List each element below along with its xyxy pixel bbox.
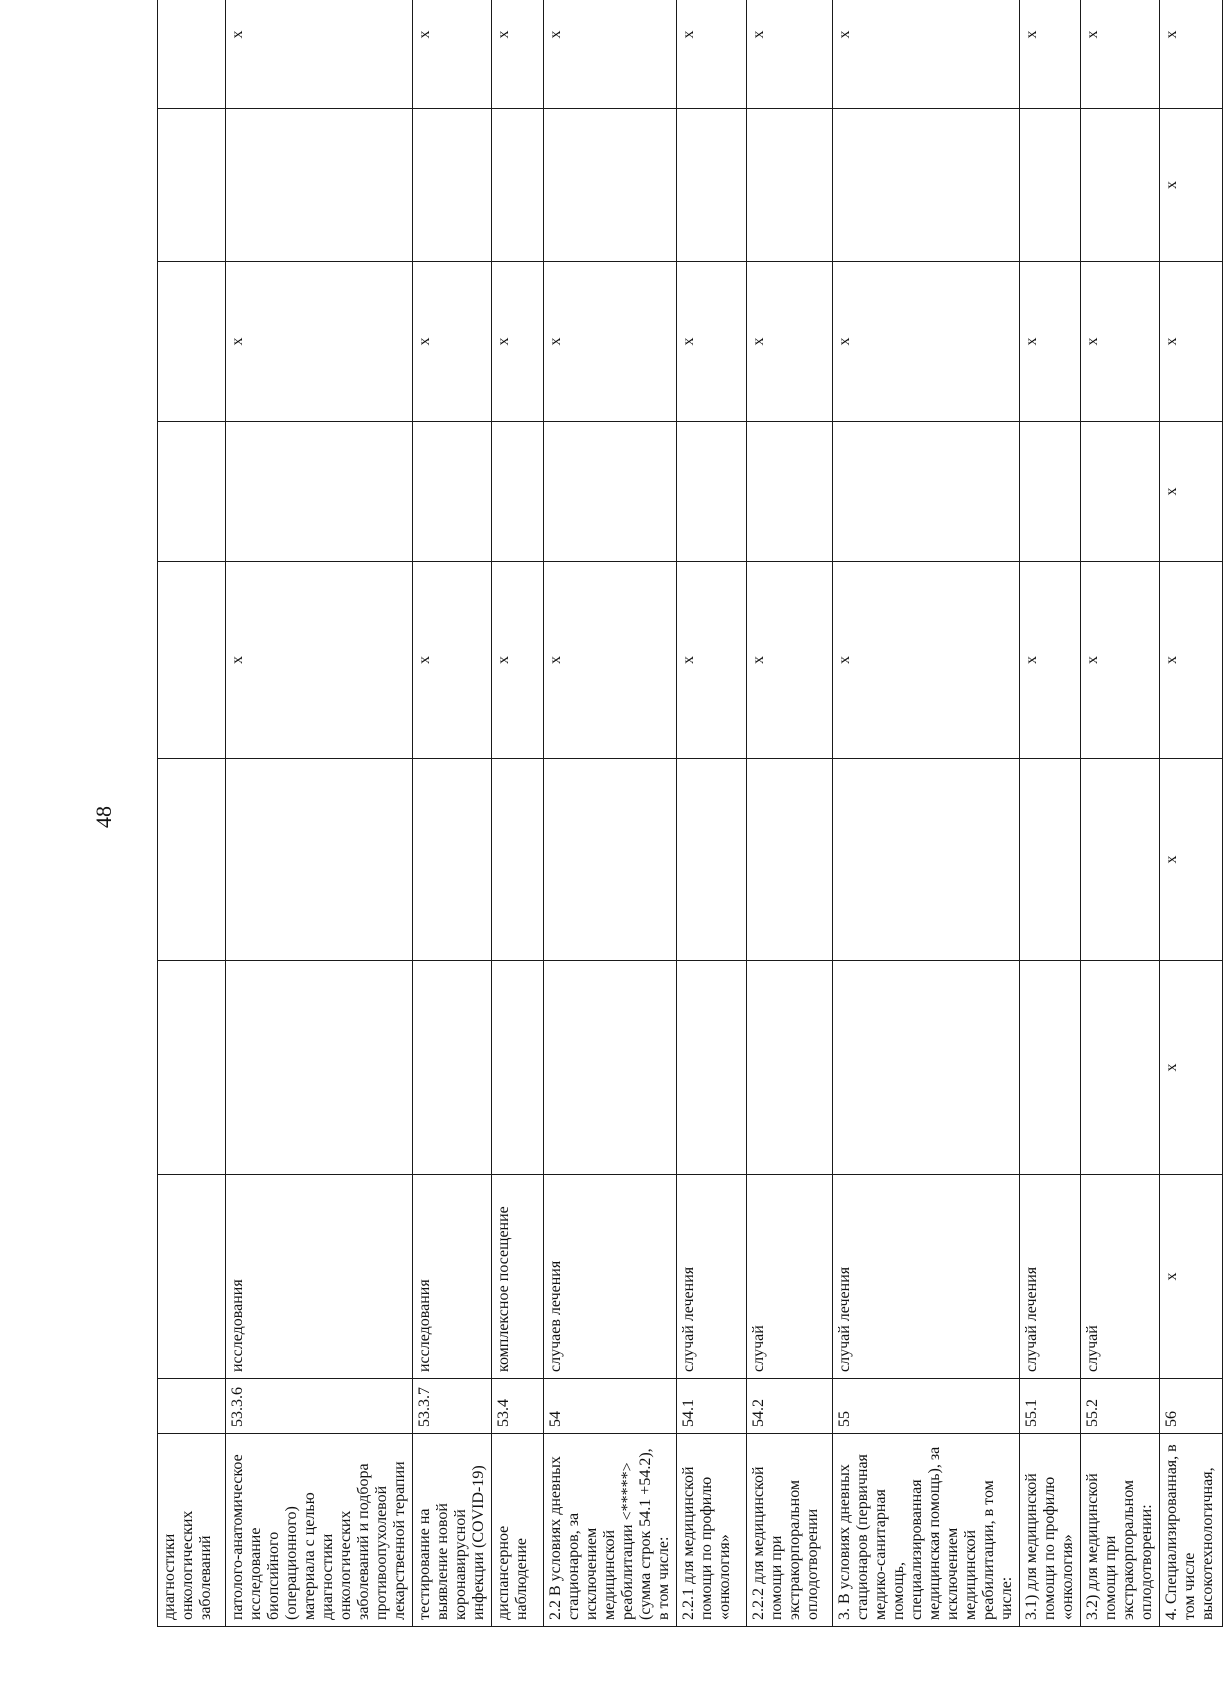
table-row (747, 0, 833, 1627)
row-code: 56 (1160, 1379, 1223, 1434)
cell: х (1081, 262, 1160, 422)
cell (747, 759, 833, 961)
table-row (1081, 0, 1160, 1627)
cell (1020, 109, 1081, 262)
cell: х (1160, 109, 1223, 262)
row-unit: случай (747, 1175, 833, 1379)
row-unit: исследования (413, 1175, 492, 1379)
cell: х (1160, 562, 1223, 759)
cell (158, 562, 226, 759)
table-row (1160, 0, 1223, 1627)
cell: х (226, 262, 413, 422)
cell (544, 422, 677, 562)
cell (158, 262, 226, 422)
cell (677, 422, 747, 562)
cell (1081, 422, 1160, 562)
row-code: 55.1 (1020, 1379, 1081, 1434)
row-name: 3.1) для медицинской помощи по профилю «онкология» (1020, 1434, 1081, 1627)
cell (226, 961, 413, 1175)
cell (492, 422, 544, 562)
table-row (158, 0, 226, 1627)
row-name: 2.2.2 для медицинской помощи при экстракорпоральном оплодотворении (747, 1434, 833, 1627)
cell: х (747, 262, 833, 422)
cell (544, 109, 677, 262)
cell (833, 759, 1020, 961)
row-unit: комплексное посещение (492, 1175, 544, 1379)
cell (226, 759, 413, 961)
tariff-table (157, 0, 1223, 1627)
cell: х (1160, 759, 1223, 961)
page-number: 48 (91, 806, 116, 828)
cell (544, 759, 677, 961)
cell (544, 961, 677, 1175)
cell (1020, 759, 1081, 961)
cell (677, 109, 747, 262)
cell (226, 109, 413, 262)
cell: х (492, 562, 544, 759)
cell: х (226, 0, 413, 109)
row-unit: исследования (226, 1175, 413, 1379)
cell: х (1160, 422, 1223, 562)
cell (747, 109, 833, 262)
row-code: 55 (833, 1379, 1020, 1434)
cell (413, 109, 492, 262)
cell (413, 422, 492, 562)
cell: х (1020, 0, 1081, 109)
cell (158, 422, 226, 562)
cell (747, 422, 833, 562)
cell: х (544, 0, 677, 109)
table-row (833, 0, 1020, 1627)
cell (1081, 961, 1160, 1175)
cell: х (413, 0, 492, 109)
cell: х (677, 262, 747, 422)
row-name: диагностики онкологических заболеваний (158, 1434, 226, 1627)
cell: х (226, 562, 413, 759)
cell (226, 422, 413, 562)
cell: х (747, 562, 833, 759)
cell: х (413, 562, 492, 759)
table-row (226, 0, 413, 1627)
cell (833, 109, 1020, 262)
cell: х (1081, 562, 1160, 759)
cell: х (492, 0, 544, 109)
cell (833, 961, 1020, 1175)
cell: х (544, 262, 677, 422)
cell: х (413, 262, 492, 422)
cell: х (1160, 262, 1223, 422)
row-code: 55.2 (1081, 1379, 1160, 1434)
row-name: 2.2.1 для медицинской помощи по профилю «онкология» (677, 1434, 747, 1627)
cell: х (677, 0, 747, 109)
cell: х (1020, 562, 1081, 759)
cell (677, 759, 747, 961)
cell: х (833, 0, 1020, 109)
row-unit (158, 1175, 226, 1379)
cell: х (1160, 0, 1223, 109)
cell (158, 0, 226, 109)
cell: х (833, 562, 1020, 759)
row-unit: случаев лечения (544, 1175, 677, 1379)
row-code: 54 (544, 1379, 677, 1434)
cell (413, 759, 492, 961)
row-code: 54.2 (747, 1379, 833, 1434)
cell: х (492, 262, 544, 422)
cell (1081, 109, 1160, 262)
row-code: 54.1 (677, 1379, 747, 1434)
row-name: тестирование на выявление новой коронавирусной инфекции (COVID-19) (413, 1434, 492, 1627)
row-unit: х (1160, 1175, 1223, 1379)
row-name: патолого-анатомическое исследование биопсийного (операционного) материала с целью диагностики онкологических заболеваний и подбора противоопухолевой лекарственной терапии (226, 1434, 413, 1627)
cell (747, 961, 833, 1175)
cell (492, 961, 544, 1175)
row-name: 3.2) для медицинской помощи при экстракорпоральном оплодотворении: (1081, 1434, 1160, 1627)
cell (158, 961, 226, 1175)
cell: х (833, 262, 1020, 422)
cell: х (1081, 0, 1160, 109)
cell (413, 961, 492, 1175)
table-row (413, 0, 492, 1627)
cell (492, 109, 544, 262)
cell: х (544, 562, 677, 759)
row-unit: случай лечения (1020, 1175, 1081, 1379)
cell (492, 759, 544, 961)
table-row (544, 0, 677, 1627)
row-unit: случай лечения (677, 1175, 747, 1379)
cell (158, 109, 226, 262)
cell: х (1020, 262, 1081, 422)
row-code: 53.3.7 (413, 1379, 492, 1434)
row-name: 4. Специализированная, в том числе высокотехнологичная, (1160, 1434, 1223, 1627)
rotated-table-container (157, 30, 1216, 1627)
row-unit: случай (1081, 1175, 1160, 1379)
cell (1020, 422, 1081, 562)
row-code: 53.3.6 (226, 1379, 413, 1434)
table-row (677, 0, 747, 1627)
row-name: 2.2 В условиях дневных стационаров, за исключением медицинской реабилитации <*****> (сумма строк 54.1 +54.2), в том числе: (544, 1434, 677, 1627)
row-name: 3. В условиях дневных стационаров (первичная медико-санитарная помощь, специализированная медицинская помощь), за исключением медицинской реабилитации, в том числе: (833, 1434, 1020, 1627)
cell: х (677, 562, 747, 759)
cell: х (747, 0, 833, 109)
row-code: 53.4 (492, 1379, 544, 1434)
cell (1081, 759, 1160, 961)
cell (1020, 961, 1081, 1175)
cell (833, 422, 1020, 562)
cell: х (1160, 961, 1223, 1175)
row-unit: случай лечения (833, 1175, 1020, 1379)
row-name: диспансерное наблюдение (492, 1434, 544, 1627)
row-code (158, 1379, 226, 1434)
table-row (1020, 0, 1081, 1627)
cell (677, 961, 747, 1175)
table-row (492, 0, 544, 1627)
cell (158, 759, 226, 961)
